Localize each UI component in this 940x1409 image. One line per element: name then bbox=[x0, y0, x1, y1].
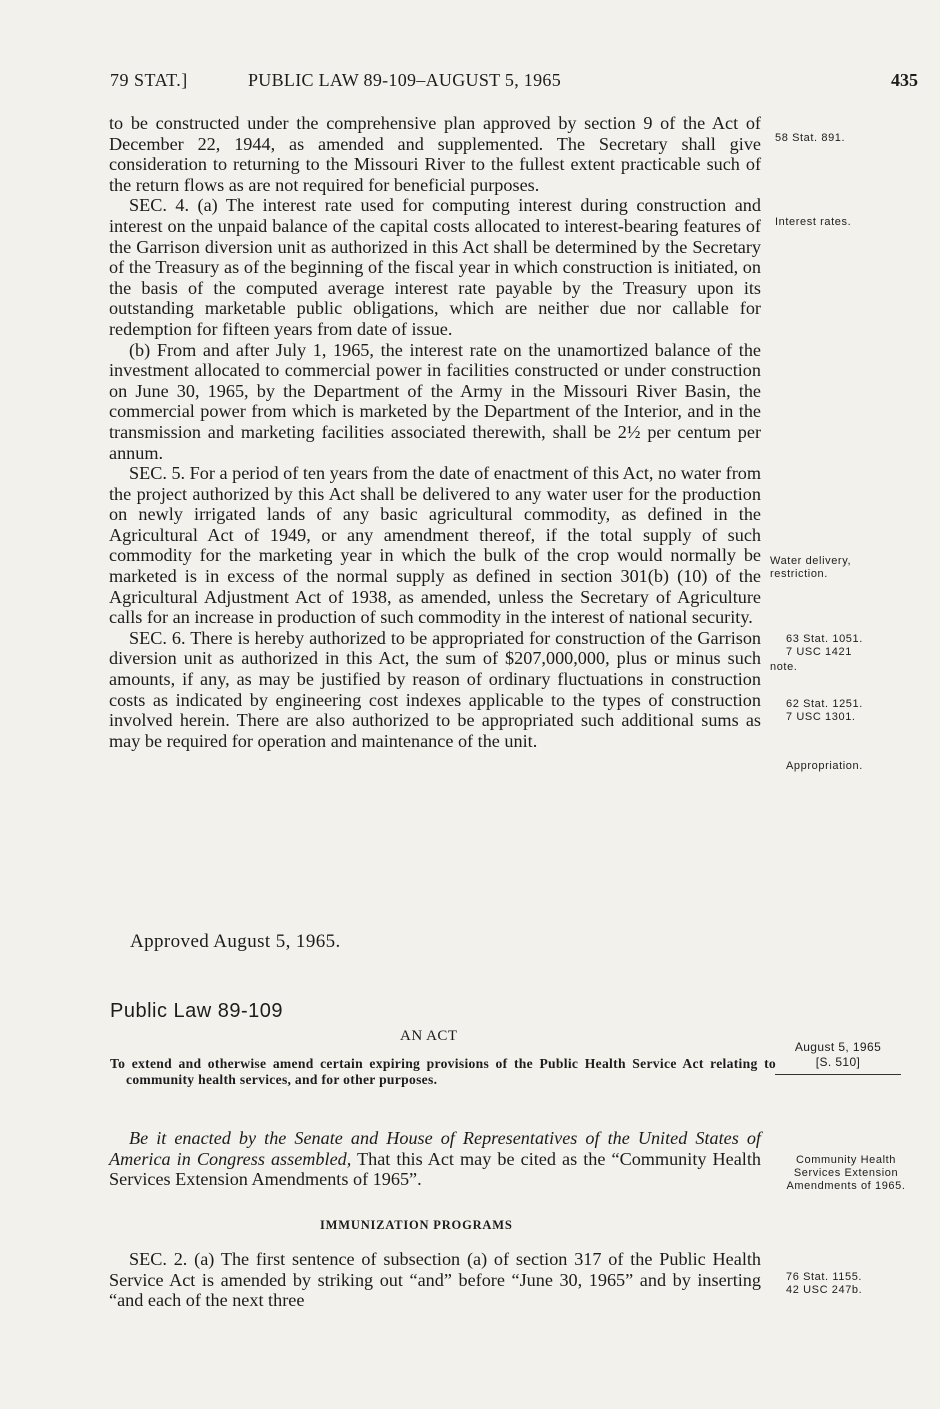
approved-line: Approved August 5, 1965. bbox=[130, 931, 341, 952]
section-4a bbox=[109, 195, 761, 339]
enacting-formula: Be it enacted by the Senate and House of Representatives of the United States of America in Congress assembled, bbox=[109, 1128, 761, 1169]
section-text: There is hereby authorized to be appropriated for construction of the Garrison diversion unit as authorized in this Act, the sum of $207,000,000, plus or minus such amounts, if any, as may be justified by reason of ordinary fluctuations in construction costs as indicated by engineering cost indexes applicable to the types of construction involved herein. There are also authorized to be appropriated such additional sums as may be required for operation and maintenance of the unit. bbox=[109, 627, 762, 751]
margin-note: 42 USC 247b. bbox=[786, 1284, 863, 1296]
page-number: 435 bbox=[891, 70, 918, 90]
section-label: SEC. 2. bbox=[129, 1249, 188, 1269]
section-label: SEC. 6. bbox=[129, 627, 186, 648]
margin-note: Community Health Services Extension Amendments of 1965. bbox=[786, 1154, 906, 1192]
section-subheading: IMMUNIZATION PROGRAMS bbox=[320, 1218, 513, 1232]
margin-note: 7 USC 1421 bbox=[786, 646, 852, 658]
main-text bbox=[109, 113, 761, 751]
public-law-title: Public Law 89-109 bbox=[110, 1000, 284, 1022]
section-text: For a period of ten years from the date of enactment of this Act, no water from the project authorized by this Act shall be delivered to any water user for the production on newly irrigated lands of any basic agricultural commodity, as defined in the Agricultural Act of 1949, or any amendment thereof, if the total supply of such commodity for the marketing year in which the bulk of the crop would normally be marketed is in excess of the normal supply as defined in section 301(b) (10) of the Agricultural Adjustment Act of 1938, as amended, unless the Secretary of Agriculture calls for an increase in production of such commodity in the interest of national security. bbox=[109, 463, 762, 628]
margin-note: Water delivery, restriction. bbox=[770, 555, 852, 580]
act-purpose: To extend and otherwise amend certain expiring provisions of the Public Health Service Act relating to community health services, and for other purposes. bbox=[110, 1056, 776, 1087]
section-2 bbox=[109, 1249, 761, 1311]
section-6 bbox=[109, 628, 761, 752]
margin-note: 58 Stat. 891. bbox=[775, 132, 846, 144]
enacting-clause bbox=[109, 1128, 761, 1190]
paragraph-continuation: to be constructed under the comprehensive plan approved by section 9 of the Act of December 22, 1944, as amended and supplemented. The Secretary shall give consideration to returning to the Missouri River to the fullest extent practicable such of the return flows as are not required for beneficial purposes. bbox=[109, 113, 761, 195]
margin-note: 62 Stat. 1251. bbox=[786, 698, 863, 710]
margin-note: 63 Stat. 1051. bbox=[786, 633, 863, 645]
margin-note: note. bbox=[770, 661, 798, 673]
section-label: SEC. 5. bbox=[129, 463, 186, 484]
enactment-date: August 5, 1965 bbox=[794, 1040, 882, 1054]
enactment-date-note bbox=[775, 1040, 901, 1075]
bill-number: [S. 510] bbox=[815, 1055, 861, 1069]
header-statute: 79 STAT.] bbox=[110, 70, 188, 90]
margin-note: Interest rates. bbox=[775, 216, 852, 228]
section-text: (a) The interest rate used for computing interest during construction and interest on the unpaid balance of the capital costs allocated to interest-bearing features of the Garrison diversion unit as authorized in this Act shall be determined by the Secretary of the Treasury as of the beginning of the fiscal year in which construction is initiated, on the basis of the computed average interest rate payable by the Treasury upon its outstanding marketable public obligations, which are neither due nor callable for redemption for fifteen years from date of issue. bbox=[109, 195, 761, 339]
header-title: PUBLIC LAW 89-109–AUGUST 5, 1965 bbox=[248, 70, 561, 90]
an-act-heading: AN ACT bbox=[400, 1028, 458, 1044]
margin-note: 7 USC 1301. bbox=[786, 711, 856, 723]
section-text: (a) The first sentence of subsection (a) of section 317 of the Public Health Service Act is amended by striking out “and” before “June 30, 1965” and by inserting “and each of the next three bbox=[109, 1249, 762, 1311]
section-4b: (b) From and after July 1, 1965, the interest rate on the unamortized balance of the investment allocated to commercial power in facilities constructed or under construction on June 30, 1965, by the Department of the Army in the Missouri River Basin, the commercial power from which is marketed by the Department of the Interior, and in the transmission and marketing facilities associated therewith, shall be 2½ per centum per annum. bbox=[109, 339, 761, 463]
short-title-text: That this Act may be cited as the “Community Health Services Extension Amendments of 1965”. bbox=[109, 1148, 762, 1190]
section-5 bbox=[109, 463, 761, 628]
section-label: SEC. 4. bbox=[129, 195, 190, 216]
margin-note: 76 Stat. 1155. bbox=[786, 1271, 863, 1283]
margin-note: Appropriation. bbox=[786, 760, 863, 772]
